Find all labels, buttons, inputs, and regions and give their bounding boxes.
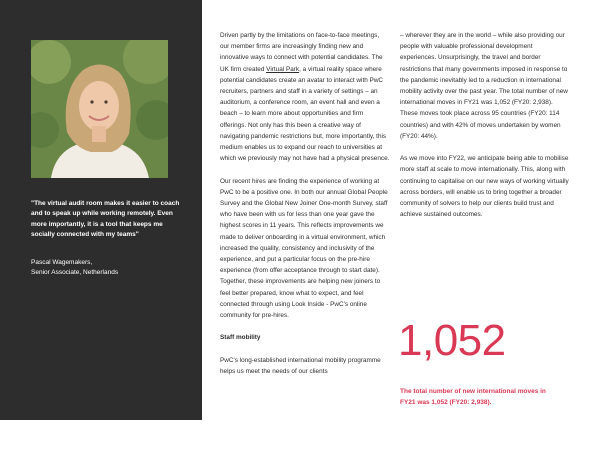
quote-author-role: Senior Associate, Netherlands (31, 269, 119, 277)
paragraph-staff-mobility: PwC's long-established international mobility programme helps us meet the needs of our clients (220, 356, 381, 376)
stat-figure: 1,052 (398, 316, 506, 365)
paragraph-international-moves: – wherever they are in the world – while also providing our people with valuable professional development experiences. Unsurprisingly, the travel and border restrictions that many governments imposed in response to the pandemic inevitably led to a reduction in international mobility activity over the past year. The total number of new international moves in FY21 was 1,052 (FY20: 2,938). These moves took place across 95 countries (FY20: 114 countries) and with 42% of moves undertaken by women (FY20: 44%). (400, 32, 568, 140)
virtual-park-link[interactable]: Virtual Park (266, 65, 300, 73)
paragraph-new-hires: Our recent hires are finding the experience of working at PwC to be a positive one. In both our annual Global People Survey and the Global New Joiner One-month Survey, staff who have been with us for less than one year gave the highest scores in 11 years. This reflects improvements we made to deliver onboarding in a virtual environment, which increased the quality, consistency and inclusivity of the experience, and put a particular focus on the pre-hire experience (from offer acceptance through to start date). Together, these improvements are helping new joiners to feel better prepared, know what to expect, and feel connected through using Look Inside - PwC's online community for pre-hires. (220, 177, 388, 320)
paragraph-text: , a virtual reality space where potential candidates create an avatar to interact with PwC recruiters, partners and staff in a variety of settings – an auditorium, a conference room, an event hall and even a beach – to learn more about opportunities and firm offerings. Not only has this been a creative way of navigating pandemic restrictions but, more importantly, this medium enables us to expand our reach to universities at which we previously may not have had a physical presence. (220, 65, 390, 163)
paragraph-text: Driven partly by the limitations on face-to-face meetings, our member firms are increasingly finding new and innovative ways to connect with potential candidates. The UK firm created (220, 32, 383, 73)
portrait-photo (31, 40, 168, 178)
portrait-image (31, 40, 168, 178)
stat-caption: The total number of new international moves in FY21 was 1,052 (FY20: 2,938). (400, 388, 546, 407)
paragraph-fy22-outlook: As we move into FY22, we anticipate being able to mobilise more staff at scale to move internationally. This, along with continuing to capitalise on our new ways of working virtually across borders, will enable us to bring together a broader community of solvers to help our clients build trust and achieve sustained outcomes. (400, 155, 569, 219)
paragraph-virtual-recruiting (220, 30, 390, 164)
quote-sidebar (0, 0, 202, 420)
subheading-staff-mobility: Staff mobility (220, 334, 261, 342)
quote-attribution (31, 258, 181, 279)
middle-column (220, 30, 390, 388)
pull-quote: "The virtual audit room makes it easier to coach and to speak up while working remotely. Even more importantly, it is a tool that keeps me socially connected with my teams" (31, 200, 180, 239)
right-column (400, 30, 570, 232)
quote-author-name: Pascal Wagemakers, (31, 259, 93, 266)
